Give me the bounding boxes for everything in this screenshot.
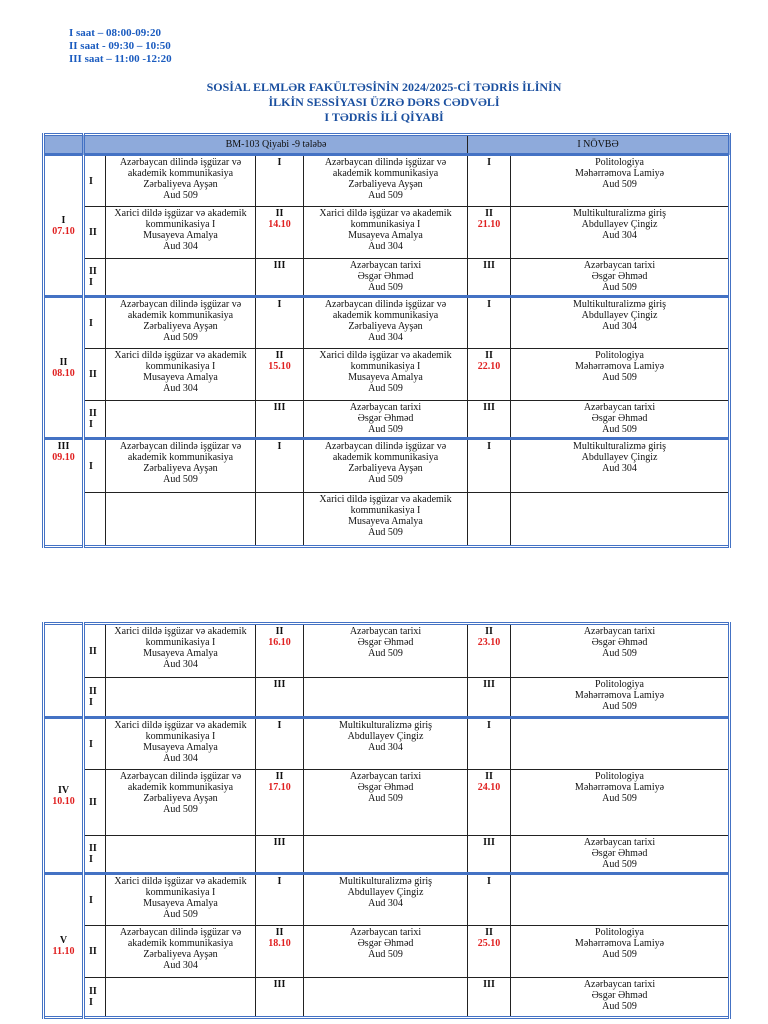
class-cell: Azərbaycan dilində işgüzar və akademik kommunikasiya Zərbaliyeva Ayşən Aud 509 (304, 439, 468, 493)
table-row (44, 401, 730, 439)
day-cell (44, 624, 84, 718)
period-cell-2 (256, 155, 304, 207)
period-cell: II I (84, 678, 106, 718)
class-cell (304, 978, 468, 1018)
period-cell-3 (468, 297, 511, 349)
class-cell (106, 493, 256, 547)
day-date: 11.10 (52, 945, 75, 957)
period-cell-2 (256, 401, 304, 439)
period-label: I (487, 157, 491, 168)
period-cell-2 (256, 297, 304, 349)
period-cell-3 (468, 401, 511, 439)
table-row (44, 155, 730, 207)
table-row (44, 493, 730, 547)
period-label: III (273, 260, 286, 271)
day-date: 09.10 (52, 452, 75, 463)
table-row (44, 718, 730, 770)
class-cell: Xarici dildə işgüzar və akademik kommunikasiya I Musayeva Amalya Aud 304 (106, 349, 256, 401)
date-label: 17.10 (268, 782, 291, 793)
class-cell (511, 493, 730, 547)
class-cell: Politologiya Məhərrəmova Lamiyə Aud 509 (511, 678, 730, 718)
date-label: 16.10 (268, 637, 291, 648)
table-row (44, 836, 730, 874)
date-label: 23.10 (477, 637, 501, 648)
class-cell: Azərbaycan dilində işgüzar və akademik kommunikasiya Zərbaliyeva Ayşən Aud 509 (106, 297, 256, 349)
class-cell: Azərbaycan dilində işgüzar və akademik kommunikasiya Zərbaliyeva Ayşən Aud 509 (106, 155, 256, 207)
class-cell: Politologiya Məhərrəmova Lamiyə Aud 509 (511, 926, 730, 978)
period-label: III (273, 837, 286, 848)
day-label: I (61, 214, 66, 226)
class-cell (106, 401, 256, 439)
title-line-2: İLKİN SESSİYASI ÜZRƏ DƏRS CƏDVƏLİ (268, 95, 500, 109)
class-cell: Multikulturalizmə giriş Abdullayev Çingiz Aud 304 (511, 207, 730, 259)
day-label: V (59, 934, 68, 946)
period-cell: I (84, 155, 106, 207)
class-cell: Xarici dildə işgüzar və akademik kommunikasiya I Musayeva Amalya Aud 304 (106, 624, 256, 678)
class-cell: Azərbaycan tarixi Əsgər Əhməd Aud 509 (304, 926, 468, 978)
period-cell: I (84, 874, 106, 926)
class-cell: Politologiya Məhərrəmova Lamiyə Aud 509 (511, 349, 730, 401)
schedule-table-1 (42, 133, 731, 548)
period-cell-3 (468, 155, 511, 207)
day-label: IV (57, 784, 70, 796)
period-label: I (487, 299, 491, 310)
day-cell (44, 297, 84, 439)
period-label: III (273, 979, 286, 990)
day-label: III (57, 441, 70, 452)
class-cell: Xarici dildə işgüzar və akademik kommunikasiya I Musayeva Amalya Aud 304 (304, 207, 468, 259)
period-cell-3 (468, 493, 511, 547)
day-date: 08.10 (52, 367, 75, 379)
class-cell: Multikulturalizmə giriş Abdullayev Çingiz Aud 304 (304, 874, 468, 926)
period-cell: I (84, 439, 106, 493)
date-label: 25.10 (477, 938, 501, 949)
day-cell (44, 874, 84, 1018)
class-cell: Multikulturalizmə giriş Abdullayev Çingiz Aud 304 (511, 439, 730, 493)
period-cell: I (84, 718, 106, 770)
period-label: II (275, 208, 284, 219)
period-label: II (275, 771, 284, 782)
period-label: II (485, 626, 493, 637)
period-cell-2 (256, 718, 304, 770)
period-cell: II I (84, 836, 106, 874)
class-cell: Azərbaycan tarixi Əsgər Əhməd Aud 509 (511, 978, 730, 1018)
period-cell-2 (256, 978, 304, 1018)
class-cell: Azərbaycan dilində işgüzar və akademik kommunikasiya Zərbaliyeva Ayşən Aud 509 (106, 439, 256, 493)
period-cell: II (84, 770, 106, 836)
table-row (44, 978, 730, 1018)
period-label: II (275, 626, 284, 637)
period-label: I (277, 441, 282, 452)
class-cell: Multikulturalizmə giriş Abdullayev Çingiz Aud 304 (511, 297, 730, 349)
date-label: 24.10 (477, 782, 501, 793)
class-cell: Azərbaycan dilində işgüzar və akademik kommunikasiya Zərbaliyeva Ayşən Aud 509 (304, 155, 468, 207)
period-cell-2 (256, 493, 304, 547)
period-label: III (483, 837, 495, 848)
period-cell-3 (468, 259, 511, 297)
class-cell: Azərbaycan dilində işgüzar və akademik kommunikasiya Zərbaliyeva Ayşən Aud 304 (106, 926, 256, 978)
period-label: I (277, 720, 282, 731)
class-cell: Azərbaycan tarixi Əsgər Əhməd Aud 509 (511, 401, 730, 439)
table-row (44, 926, 730, 978)
period-cell (84, 493, 106, 547)
table-row (44, 259, 730, 297)
table-row (44, 207, 730, 259)
table-row (44, 297, 730, 349)
class-cell: Azərbaycan tarixi Əsgər Əhməd Aud 509 (304, 624, 468, 678)
period-cell-2 (256, 874, 304, 926)
shift-header: I NÖVBƏ (468, 135, 730, 155)
class-cell: Azərbaycan tarixi Əsgər Əhməd Aud 509 (511, 624, 730, 678)
class-cell: Xarici dildə işgüzar və akademik kommunikasiya I Musayeva Amalya Aud 509 (304, 493, 468, 547)
class-cell: Politologiya Məhərrəmova Lamiyə Aud 509 (511, 770, 730, 836)
period-label: II (485, 350, 493, 361)
period-label: I (277, 157, 282, 168)
class-cell (511, 718, 730, 770)
period-cell: I (84, 297, 106, 349)
class-cell: Xarici dildə işgüzar və akademik kommunikasiya I Musayeva Amalya Aud 304 (106, 718, 256, 770)
date-label: 22.10 (477, 361, 501, 372)
class-cell (304, 678, 468, 718)
table-row (44, 678, 730, 718)
period-cell-3 (468, 718, 511, 770)
class-cell: Politologiya Məhərrəmova Lamiyə Aud 509 (511, 155, 730, 207)
period-cell-2 (256, 207, 304, 259)
date-label: 14.10 (268, 219, 291, 230)
period-cell: II (84, 926, 106, 978)
class-cell: Azərbaycan dilində işgüzar və akademik kommunikasiya Zərbaliyeva Ayşən Aud 304 (304, 297, 468, 349)
title-line-3: I TƏDRİS İLİ QİYABİ (324, 110, 444, 124)
period-cell-3 (468, 439, 511, 493)
period-label: II (485, 927, 493, 938)
class-cell: Azərbaycan tarixi Əsgər Əhməd Aud 509 (511, 836, 730, 874)
period-cell-3 (468, 207, 511, 259)
period-label: III (483, 260, 495, 271)
period-cell-3 (468, 349, 511, 401)
period-label: III (273, 679, 286, 690)
table-row (44, 624, 730, 678)
day-date: 10.10 (52, 795, 75, 807)
class-cell (511, 874, 730, 926)
class-cell: Azərbaycan dilində işgüzar və akademik kommunikasiya Zərbaliyeva Ayşən Aud 509 (106, 770, 256, 836)
period-cell-3 (468, 926, 511, 978)
day-date: 07.10 (52, 225, 75, 237)
period-label: I (277, 876, 282, 887)
period-cell: II (84, 624, 106, 678)
period-label: II (275, 350, 284, 361)
period-cell: II I (84, 401, 106, 439)
table-row (44, 874, 730, 926)
period-label: III (483, 979, 495, 990)
table-row (44, 439, 730, 493)
period-label: II (485, 771, 493, 782)
date-label: 21.10 (477, 219, 501, 230)
period-cell-3 (468, 770, 511, 836)
table-row (44, 770, 730, 836)
period-cell-2 (256, 678, 304, 718)
class-cell (106, 978, 256, 1018)
day-cell (44, 718, 84, 874)
group-header: BM-103 Qiyabi -9 tələbə (84, 135, 468, 155)
period-cell-3 (468, 678, 511, 718)
period-label: II (485, 208, 493, 219)
period-cell-3 (468, 836, 511, 874)
day-label: II (59, 356, 68, 368)
header-blank (44, 135, 84, 155)
schedule-table-2 (42, 622, 731, 1019)
class-cell: Multikulturalizmə giriş Abdullayev Çingiz Aud 304 (304, 718, 468, 770)
date-label: 18.10 (268, 938, 291, 949)
period-cell: II I (84, 259, 106, 297)
period-label: I (277, 299, 282, 310)
class-cell: Xarici dildə işgüzar və akademik kommunikasiya I Musayeva Amalya Aud 304 (106, 207, 256, 259)
period-cell-2 (256, 770, 304, 836)
day-cell (44, 439, 84, 547)
hour-2: II saat - 09:30 – 10:50 (69, 40, 171, 52)
class-cell: Xarici dildə işgüzar və akademik kommunikasiya I Musayeva Amalya Aud 509 (304, 349, 468, 401)
period-label: III (273, 402, 286, 413)
period-cell-3 (468, 874, 511, 926)
class-cell (106, 259, 256, 297)
period-cell-2 (256, 259, 304, 297)
period-cell-2 (256, 624, 304, 678)
hour-1: I saat – 08:00-09:20 (69, 27, 161, 39)
period-label: III (483, 679, 495, 690)
period-cell: II (84, 207, 106, 259)
period-cell-2 (256, 349, 304, 401)
class-cell (106, 678, 256, 718)
period-cell-2 (256, 926, 304, 978)
period-cell-2 (256, 836, 304, 874)
class-cell: Azərbaycan tarixi Əsgər Əhməd Aud 509 (304, 401, 468, 439)
class-cell (106, 836, 256, 874)
period-label: I (487, 720, 491, 731)
class-cell: Azərbaycan tarixi Əsgər Əhməd Aud 509 (304, 259, 468, 297)
day-cell (44, 155, 84, 297)
period-cell-3 (468, 978, 511, 1018)
class-cell (304, 836, 468, 874)
class-cell: Azərbaycan tarixi Əsgər Əhməd Aud 509 (304, 770, 468, 836)
period-label: III (483, 402, 495, 413)
period-label: I (487, 441, 491, 452)
class-cell: Azərbaycan tarixi Əsgər Əhməd Aud 509 (511, 259, 730, 297)
page-title (0, 80, 768, 125)
title-line-1: SOSİAL ELMLƏR FAKÜLTƏSİNİN 2024/2025-Cİ TƏDRİS İLİNİN (206, 80, 562, 94)
hour-3: III saat – 11:00 -12:20 (69, 53, 172, 65)
class-cell: Xarici dildə işgüzar və akademik kommunikasiya I Musayeva Amalya Aud 509 (106, 874, 256, 926)
date-label: 15.10 (268, 361, 291, 372)
period-cell-2 (256, 439, 304, 493)
period-label: II (275, 927, 284, 938)
table-row (44, 349, 730, 401)
period-cell: II (84, 349, 106, 401)
period-label: I (487, 876, 491, 887)
period-cell-3 (468, 624, 511, 678)
period-cell: II I (84, 978, 106, 1018)
lesson-hours (69, 27, 172, 66)
